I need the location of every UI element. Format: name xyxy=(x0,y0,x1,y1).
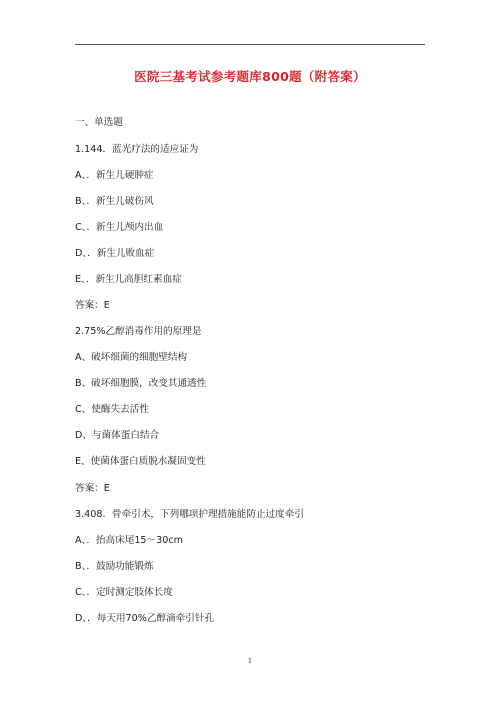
question-2-answer: 答案：E xyxy=(75,483,110,494)
question-1-answer: 答案：E xyxy=(75,300,110,311)
section-heading: 一、单选题 xyxy=(75,117,123,128)
question-1-option-a: A、．新生儿硬肿症 xyxy=(75,170,154,181)
question-1: 1.144．蓝光疗法的适应证为 xyxy=(75,144,199,155)
question-1-option-e: E、．新生儿高胆红素血症 xyxy=(75,274,182,285)
question-1-option-d: D、．新生儿败血症 xyxy=(75,248,155,259)
page-number: 1 xyxy=(247,657,253,665)
question-2-option-c: C、使酶失去活性 xyxy=(75,404,149,415)
header-rule xyxy=(75,44,425,45)
question-3-option-d: D、．每天用70%乙醇滴牵引针孔 xyxy=(75,613,215,624)
question-3: 3.408．骨牵引术，下列哪项护理措施能防止过度牵引 xyxy=(75,509,304,520)
question-1-option-b: B、．新生儿破伤风 xyxy=(75,196,154,207)
question-2-option-a: A、破坏细菌的细胞壁结构 xyxy=(75,352,188,363)
question-2-option-d: D、与菌体蛋白结合 xyxy=(75,430,160,441)
question-2: 2.75%乙醇消毒作用的原理是 xyxy=(75,326,202,337)
document-title: 医院三基考试参考题库800题（附答案） xyxy=(134,69,366,84)
question-1-option-c: C、．新生儿颅内出血 xyxy=(75,222,164,233)
question-3-option-b: B、．鼓励功能锻炼 xyxy=(75,561,154,572)
question-3-option-a: A、．抬高床尾15～30cm xyxy=(75,535,183,546)
question-3-option-c: C、．定时测定肢体长度 xyxy=(75,587,173,598)
question-2-option-b: B、破坏细胞膜，改变其通透性 xyxy=(75,378,207,389)
question-2-option-e: E、使菌体蛋白质脱水凝固变性 xyxy=(75,456,206,467)
